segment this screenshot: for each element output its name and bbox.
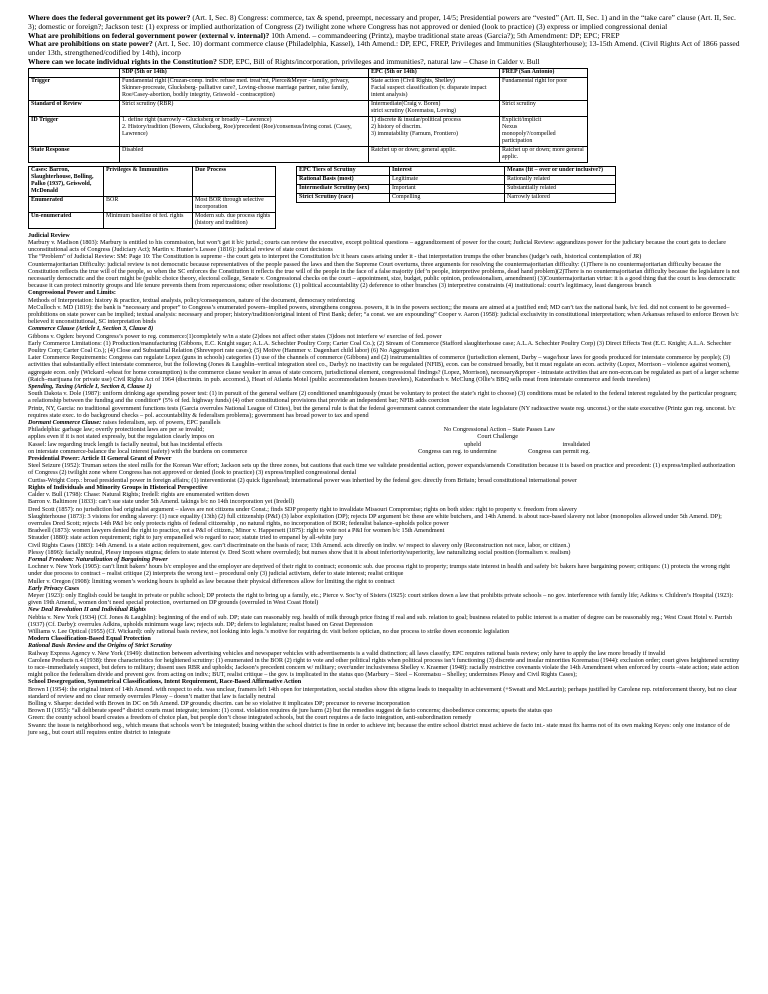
- cell-means: Substantially related: [505, 184, 616, 193]
- rights-comparison-table: [28, 68, 588, 163]
- table-row: [29, 146, 588, 162]
- cell-epc: 1) discrete & insular/political process 2) history of discrim. 3) immutability (Farnum, Frontiero): [369, 116, 500, 146]
- outline-paragraph: Strauder (1880): state action requirement; right to jury empanelled w/o regard to race; statute tried to empanel by all-white jury: [28, 534, 343, 542]
- outline-paragraph: Countermajoritarian Difficulty: judicial review is not democratic because representatives of the people passed the laws and then the Supreme Court overturns, three arguments for resolving the countermajoritarian difficulty: (1)There is no countermajoritarian difficulty because the Constitution reflects the true will of the people, so when the SC enforces the Constitution it reflects the true will of the people in the face of a false majority (def’n people, interpretive problems, dead hand problem)(2)There is no countermajoritarian difficulty because the legislature is not necessarily democratic and the court might be (public choice theory, electoral college, Senate v. Congressional checks on the court – appointment, size, budget, public opinion, professionalism, amendment) (3)Countermajoritarian virtue: it is a good thing that the court is less democratic because it can protect minority groups and life tenure prevents them from repercussions; other resolutions: (1) political accountability (2) deference to other branches (3) interpretive constraints (4) institutional: court’s legitimacy, least dangerous branch: [28, 260, 740, 290]
- outline-paragraph: Green: the county school board creates a freedom of choice plan, but people don’t chose integrated schools, but the court requires a de facto integration, anti-subordination remedy: [28, 714, 472, 722]
- outline-paragraph: Plessy (1896): facially neutral, Plessy imposes stigma; defers to state interest (v. Dred Scott where overruled); but nurses show that it is about inferiority/superiority, law naturalizing social position (formalism v. realism): [28, 548, 571, 556]
- table-row: [29, 116, 588, 146]
- outline-line: on interstate commerce-balance the local interest (safety) with the burdens on commerce: [28, 447, 248, 455]
- dormant-flow-row: [28, 426, 740, 433]
- outline-paragraph: Railway Express Agency v. New York (1949): distinction between advertising vehicles and newspaper vehicles with advertisements is a valid distinction; all laws classify; EPC requires rational basis review; only have to apply the law more broadly if invalid: [28, 649, 666, 657]
- outline-paragraph: Lochner v. New York (1905): can’t limit bakers’ hours b/c employee and the employer are deprived of their right to contract; economic sub. due process right to property; trumps state interest in health and safety b/c bakers have bargaining power; critiques: (1) protects the wrong right under due process to contract – realist critique (2) interprets the wrong text – procedural only (3) judicial activism, defer to state interest; realist critique: [28, 563, 731, 578]
- table-corner-cell: [29, 68, 120, 77]
- outline-paragraph: Curtiss-Wright Corp.: broad presidential power in foreign affairs; (1) interventionist (2) quick figurehead; international power was inherited by the federal gov. directly from Britain; broad constitutional international power: [28, 476, 577, 484]
- table-header-row: [29, 68, 588, 77]
- table-row: [297, 184, 616, 193]
- section-subheading: Commerce Clause (Article I, Section 3, Clause 8): [28, 325, 154, 333]
- cell-dp: Most BOR through selective incorporation: [193, 196, 276, 212]
- cell-epc: Ratchet up or down; general applic.: [369, 146, 500, 162]
- cell-pi: Minimum baseline of fed. rights: [104, 212, 193, 228]
- cell-frep: Fundamental right for poor: [500, 77, 588, 100]
- cell-interest: Legitimate: [390, 175, 505, 184]
- outline-paragraph: Marbury v. Madison (1803): Marbury is entitled to his commission, but won’t get it b/c jurisd.; courts can review the executive, except political questions – aggrandizement of power for the court; Judicial Review: aggrandizes power for the judiciary because the court gets to declare unconstitutional acts of Congress (Judiciary Act); Martin v. Hunter’s Lessee (1816): judicial review of state court decisions: [28, 238, 726, 254]
- outline-paragraph: The “Problem” of Judicial Review: SM: Page 10: The Constitution is supreme - the court gets to interpret the Constitution b/c it hears cases arising under it - that interpretation trumps the other branches (judge’s oath, historical contemplation of JR): [28, 253, 642, 261]
- incorporation-table: [28, 166, 276, 229]
- outline-line: Philadelphia: garbage law; overtly protectionist laws are per se invalid;: [28, 426, 205, 434]
- section-heading: Modern Classification-Based Equal Protection: [28, 635, 151, 643]
- outline-paragraph: Later Commerce Requirements: Congress can regulate Lopez (guns in schools) categories (1) use of the channels of commerce (Gibbons) and (2) instrumentalities of commerce (jurisdiction element, Darby – wage/hour laws for goods produced for interstate commerce by people); (3) activities that substantially effect interstate commerce, but the following (Jones & Laughlin–vertical integration steel co., Darby): no inactivity can be regulated (NFIB), econ. can be construed broadly, but it must regulate an econ. activity (Lopez, Morrison – violence against women), aggregate econ. only (Wickard -wheat for home consumption) is the commerce clause weaker in areas of state concern, jurisdictional element, congressional findings? (Lopez, Morrison), necessary&proper - intrastate activities that are non-econ.can be regulated as part of a larger scheme (Raich–marijuana for private use) Civil Rights Act of 1964 (discrimin. in pub. accomod.), Heart of Atlanta Motel (public accommodation houses travelers), Katzenbach v. McClung (Ollie’s BBQ sells meat from interstate commerce and feeds travelers): [28, 354, 739, 383]
- outline-paragraph: Meyer (1923): only English could be taught in private or public school; DP protects the right to bring up a family, etc.; Pierce v. Soc’ty of Sisters (1925): court strikes down a law that prohibits private schools – no gov. interference with family life; Adkins v. Children’s Hospital (1923): given 19th Amend., women don’t need special protection, overturned on DP grounds (overruled in West Coast Hotel): [28, 591, 734, 607]
- row-label: State Response: [29, 146, 120, 162]
- flow-box-label: Court Challenge: [477, 433, 518, 441]
- question-federal-prohibitions: What are prohibitions on federal government power (external v. internal)? 10th Amend. – commandeering (Printz), maybe traditional state areas (Garcia?); 5th Amendment: DP; EPC; FREP: [28, 30, 620, 40]
- section-subheading: Formal Freedom: Naturalization of Bargaining Power: [28, 555, 168, 563]
- outline-line: applies even if it is not stated expressly, but the regulation clearly impos on: [28, 433, 215, 441]
- cell-interest: Compelling: [390, 193, 505, 202]
- table-row: [29, 212, 276, 228]
- row-label: Standard of Review: [29, 100, 120, 116]
- outline-paragraph: Printz, NY, Garcia: no traditional government functions tests (Garcia overrules National League of Cities), but the general rule is that the federal government cannot commandeer the state legislature (NY radioactive waste reg. unconst.) or the state executive (Printz gun reg. unconst. b/c requires state exec. to do background checks – pol. accountability & federalism problems); government has broad power to tax and spend: [28, 404, 736, 419]
- table-header-row: [29, 166, 276, 196]
- row-label: Rational Basis (most): [297, 175, 390, 184]
- table-row: [29, 100, 588, 116]
- flow-outcome-upheld: upheld: [464, 440, 481, 448]
- row-label: Intermediate Scrutiny (sex): [297, 184, 390, 193]
- outline-paragraph: Carolene Products n.4 (1938): three characteristics for heightened scrutiny: (1) enumerated in the BOR (2) right to vote and other political rights when political process isn’t functioning (3) discrete and insular minorities Korematsu (1944): exclusion order; court gives heightened scrutiny to race–immediately suspect, but defers to military; dissent uses RBR and upholds; Jackson’s precedent concern w/ military; over/under inclusiveness Shelley v. Kraemer (1948): racially restrictive covenants violate the 14th Amendment when enforced by courts –state action; state action might police the federalism divide and prevent gov. from acting on indiv.; BUT, realist critique – the gov. is implicated in the status quo (Marbury – Steel – Korematsu – Shelley; undermines Plessy and Civil Rights Cases);: [28, 656, 740, 679]
- section-subheading: New Deal Revolution II and Individual Rights: [28, 606, 146, 614]
- outline-paragraph: Williams v. Lee Optical (1955) (Cf. Wickard): only rational basis review, not looking into legis.’s motive for requiring dr. visit before optician, no due process to strike down economic legislation: [28, 627, 510, 635]
- cell-sdp: Fundamental right (Cruzan-comp. indiv. refuse med. treat’mt, Pierce&Meyer - family, privacy, Skinner-procreate, Glucksberg- palliative care?, Loving-choose marriage partner, raise family, Roe/Casey-abortion, bodily integrity, Griswold - contraception): [120, 77, 369, 100]
- section-subheading: Rational Basis Review and the Origins of Strict Scrutiny: [28, 642, 172, 650]
- column-header-pi: Privileges & Immunities: [104, 166, 193, 196]
- table-row: [297, 193, 616, 202]
- dormant-flow-row: [28, 441, 740, 448]
- question-state-prohibitions: What are prohibitions on state power? (Art. I, Sec. 10) dormant commerce clause (Philadelphia, Kassel), 14th Amend.: DP, EPC, FREP, Privileges and Immunities (Slaughterhouse); 13-15th Amend. (Civil Rights Act of 1866 passed under 13th, strengthened/codified by 14th), incorp: [28, 39, 740, 58]
- cell-means: Rationally related: [505, 175, 616, 184]
- section-heading: Presidential Power: Article II General Grant of Power: [28, 455, 172, 463]
- outline-paragraph: Brown II (1955): “all deliberate speed” district courts must integrate; tension: (1) const. violation requires de jure harm (2) but the remedies suggest de facto concerns; disobedience concerns; upsets the status quo: [28, 707, 553, 715]
- section-subheading: Early Privacy Cases: [28, 584, 80, 592]
- cell-dp: Modern sub. due process rights (history and tradition): [193, 212, 276, 228]
- row-label: Un-enumerated: [29, 212, 104, 228]
- cell-interest: Important: [390, 184, 505, 193]
- outline-paragraph: Brown I (1954): the original intent of 14th Amend. with respect to edu. was unclear, framers left 14th open for interpretation, social studies show this stigma leads to inequality in achievement (+Sweatt and McLaurin); perhaps justified by Carolene rep. reinforcement theory, but no clear standard of review and no clear remedy overrules Plessy – doesn’t matter that law is facially neutral: [28, 685, 737, 700]
- table-row: [29, 196, 276, 212]
- outline-paragraph: Methods of Interpretation: history & practice, textual analysis, policy/consequences, nature of the document, democracy reinforcing: [28, 296, 355, 304]
- outline-paragraph: Steel Seizure (1952): Truman seizes the steel mills for the Korean War effort; Jackson sets up the three zones, but cautions that each time we validate presidential action, power expands/amends Constitution because it is based on practice and precedent: (1) express/implied authorization of Congress (2) twilight zone where Congress has not approved or denied (look to practice) (3) express/implied congressional denial: [28, 462, 736, 477]
- cell-frep: Strict scrutiny: [500, 100, 588, 116]
- outline-paragraph: Dred Scott (1857): no jurisdiction bad originalist argument – slaves are not citizens under Const.; finds SDP property right to invalidate Missouri Compromise; rights on both sides: right to property v. freedom from slavery: [28, 505, 577, 513]
- flow-outcome-permit: Congress can permit reg.: [528, 447, 590, 455]
- flow-outcome-undermine: Congress can reg. to undermine: [418, 447, 497, 455]
- column-header-means: Means (fit – over or under inclusive?): [505, 166, 616, 175]
- row-label: Trigger: [29, 77, 120, 100]
- outline-paragraph: Bolling v. Sharpe: decided with Brown in DC on 5th Amend. DP grounds; discrim. can be so violative it implicates DP; precursor to reverse incorporation: [28, 699, 410, 707]
- question-individual-rights: Where can we locate individual rights in the Constitution? SDP, EPC, Bill of Rights/incorporation, privileges and immunities?, natural law – Chase in Calder v. Bull: [28, 56, 540, 66]
- section-heading: School Desegregation, Symmetrical Classifications, Intent Requirement, Race-Based Affirmative Action: [28, 678, 302, 686]
- row-label: Enumerated: [29, 196, 104, 212]
- section-heading: Rights of Individuals and Minority Groups in Historical Perspective: [28, 483, 208, 491]
- scrutiny-tiers-table: [296, 166, 616, 203]
- row-label: ID Trigger: [29, 116, 120, 146]
- outline-paragraph: South Dakota v. Dole (1987): uniform drinking age spending power test: (1) in pursuit of the general welfare (2) conditioned unambiguously (must be voluntary to protect the state’s right to choose) (3) conditions must be related to the federal interest regulated by the particular program; a relationship between the funding and the condition* (5% of fed. highway funds) (4) other constitutional provisions that provide an independent bar; NFIB adds coercion: [28, 390, 737, 405]
- section-heading: Congressional Power and Limits:: [28, 289, 116, 297]
- outline-paragraph: Civil Rights Cases (1883): 14th Amend. is a state action requirement, gov. can’t discriminate on the basis of race; 13th Amend. acts directly on indiv. w/ respect to slavery only (Reconstruction not race, labor, or citizen.): [28, 541, 570, 549]
- column-header-dp: Due Process: [193, 166, 276, 196]
- outline-paragraph: Gibbons v. Ogden: beyond Congress’s power to reg. commerce:(1)completely w/in a state (2)does not affect other states (3)does not interfere w/ exercise of fed. power: [28, 332, 442, 340]
- cell-pi: BOR: [104, 196, 193, 212]
- outline-line: Kassel: law regarding truck length is facially neutral, but has incidental effects: [28, 440, 223, 448]
- section-heading: Judicial Review: [28, 231, 70, 239]
- secondary-tables: [28, 166, 740, 229]
- cases-cell: Cases: Barron, Slaughterhouse, Bolling, Palko (1937), Griswold, McDonald: [29, 166, 104, 196]
- dormant-flow-row: [28, 448, 740, 455]
- dormant-commerce-heading: Dormant Commerce Clause: raises federalism, sep. of powers, EPC parallels: [28, 419, 221, 427]
- cell-sdp: Strict scrutiny (RBR): [120, 100, 369, 116]
- intro-questions: [28, 14, 740, 67]
- outline-paragraph: McCulloch v. MD (1819): the bank is “necessary and proper” to Congress’s enumerated powers–implied powers, strengthens congress. powers, it is in the powers section;; the means are aimed at a justified end; MD can’t tax the national bank, b/c fed. did not consent to be governed– prohibitions on state power can be implied; textual analysis: necessary and proper; history/tradition/original intent of First Bank; defer; “a const. we are expounding” Cooper v. Aaron (1958): judicial exclusivity in constitutional interpretation; when Arkansas refused to enforce Brown b/c believed it unconstitutional, SC interpretation binds: [28, 303, 739, 326]
- cell-frep: Explicit/implicit Nexus monopoly?/compelled participation: [500, 116, 588, 146]
- column-header-frep: FREP (San Antonio): [500, 68, 588, 77]
- table-row: [297, 175, 616, 184]
- table-header-row: [297, 166, 616, 175]
- dormant-flow-row: [28, 433, 740, 440]
- cell-epc: State action (Civil Rights, Shelley) Facial suspect classification (v. disparate impact intent analysis): [369, 77, 500, 100]
- outline-paragraph: Nebbia v. New York (1934) (Cf. Jones & Laughlin): beginning of the end of sub. DP; state can reasonably reg. health of milk through price fixing if real and sub. relation to goal; business related to public interest is a matter of degree can be reasonably reg.; West Coast Hotel v. Parrish (1937) (Cf. Darby): overrules Adkins, upholds minimum wage law; rejects sub. DP; defers to legislature; realist based on Great Depression: [28, 613, 732, 628]
- outline-paragraph: Slaughterhouse (1873): 3 visions for ending slavery: (1) race equality (13th) (2) full citizenship (P&I) (3) labor exploitation (DP); rejects DP argument b/c these are white butchers, and 14th Amend. is about race-based slavery not labor (monopolies allowed under 5th Amend. DP); overrules Dred Scott; rejects 14th P&I b/c only protects rights of federal citizenship , no natural rights, no incorporation of BOR; federalist balance–upholds police power: [28, 512, 722, 527]
- outline-paragraph: Muller v. Oregon (1908): limiting women’s working hours is upheld as law because their physical differences allow for limiting the right to contract: [28, 577, 395, 585]
- outline-body: [28, 232, 740, 736]
- cell-means: Narrowly tailored: [505, 193, 616, 202]
- flow-outcome-invalidated: invalidated: [562, 440, 590, 448]
- outline-paragraph: Barron v. Baltimore (1833): can’t sue state under 5th Amend. takings b/c no 14th incorporation yet (Iredell): [28, 498, 295, 506]
- flow-box-label: No Congressional Action – State Passes Law: [443, 426, 555, 434]
- outline-paragraph: Swann: the issue is neighborhood seg., which means that schools won’t be integrated; busing within the school district is fine in order to achieve int; because the entire school district must achieve de facto int.- state must fix harms not of its own making Keyes: only one instance of de jure seg., but court still requires entire district to integrate: [28, 721, 731, 736]
- column-header-sdp: SDP (5th or 14th): [120, 68, 369, 77]
- page: [28, 0, 740, 736]
- cell-frep: Ratchet up or down; more general applic.: [500, 146, 588, 162]
- outline-paragraph: Calder v. Bull (1798): Chase: Natural Rights; Iredell: rights are enumerated written down: [28, 491, 250, 499]
- column-header-tier: EPC Tiers of Scrutiny: [297, 166, 390, 175]
- cell-sdp: Disabled: [120, 146, 369, 162]
- table-row: [29, 77, 588, 100]
- column-header-interest: Interest: [390, 166, 505, 175]
- column-header-epc: EPC (5th or 14th): [369, 68, 500, 77]
- cell-epc: Intermediate(Craig v. Boren) strict scrutiny (Korematsu, Loving): [369, 100, 500, 116]
- cell-sdp: 1. define right (narrowly - Glucksberg or broadly – Lawrence) 2. History/tradition (Bowers, Glucksberg, Roe)/precedent (Roe)/consensus/living const. (Casey, Lawrence): [120, 116, 369, 146]
- section-subheading: Spending, Taxing (Article I, Section 8, Clause 1): [28, 383, 152, 391]
- outline-paragraph: Bradwell (1873): women lawyers denied the right to practice, not a P&I of citizen.; Minor v. Happersett (1875): right to vote not a P&I for women b/c 15th Amendment: [28, 527, 445, 535]
- question-federal-power: Where does the federal government get its power? (Art. I, Sec. 8) Congress: commerce, tax & spend, preempt, necessary and proper, 14/5; Presidential powers are “vested” (Art. II, Sec. 1) and in the “take care” clause (Art. II, Sec. 3); domestic or foreign?; Jackson test: (1) express or implied authorization of Congress (2) twilight zone where Congress has not approved or denied (look to practice) (3) express or implied congressional denial: [28, 13, 736, 31]
- row-label: Strict Scrutiny (race): [297, 193, 390, 202]
- outline-paragraph: Early Commerce Limitations: (1) Production/manufacturing (Gibbons, E.C. Knight sugar; A.L.A. Schechter Poultry Corp; Carter Coal Co.); (2) Stream of Commerce (Stafford slaughterhouse case; A.L.A. Schechter Poultry Corp) (3) Direct Effects Test (E.C. Knight; A.L.A. Schechter Poultry Corp; Carter Coal Co.); (4) Close and Substantial Relation (Shreveport rate cases); (5) Motive (Hammer v. Dagenhart child labor) (6) No Aggregation: [28, 339, 732, 355]
